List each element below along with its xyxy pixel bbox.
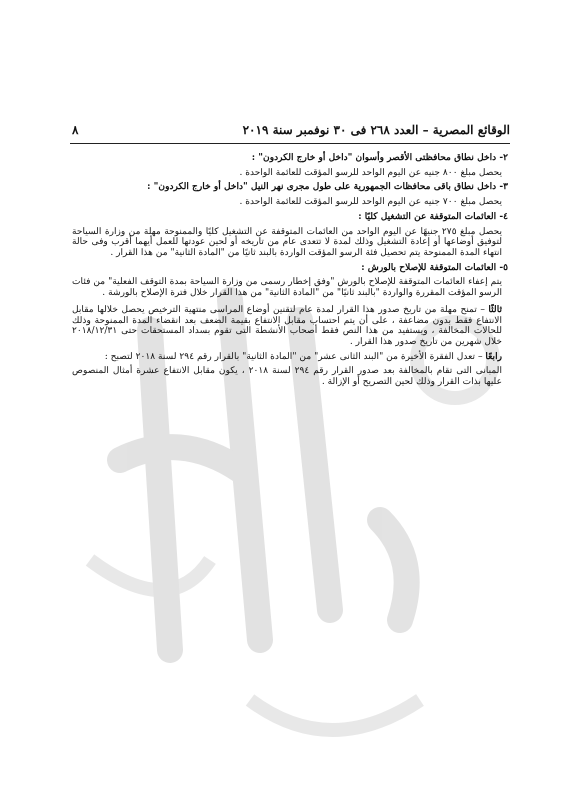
item-2-text: يحصل مبلغ ٨٠٠ جنيه عن اليوم الواحد للرسو المؤقت للعائمة الواحدة .: [239, 167, 502, 178]
clause-fourth-text: – تعدل الفقرة الأخيرة من "البند الثانى عشر" من "المادة الثانية" بالقرار رقم ٢٩٤ لسنة ٢٠١٨ لتصبح :: [104, 351, 486, 362]
item-3-text: يحصل مبلغ ٧٠٠ جنيه عن اليوم الواحد للرسو المؤقت للعائمة الواحدة .: [239, 197, 502, 208]
item-2-heading: ٢- داخل نطاق محافظتى الأقصر وأسوان "داخل أو خارج الكردون" :: [251, 152, 508, 163]
page-header: [70, 121, 510, 144]
clause-third-label: ثالثًا: [488, 304, 502, 316]
item-4-heading: ٤- العائمات المتوقفة عن التشغيل كليًا :: [358, 210, 508, 222]
amended-text: المبانى التى تقام بالمخالفة بعد صدور القرار رقم ٢٩٤ لسنة ٢٠١٨ ، يكون مقابل الانتفاع عشرة أمثال المنصوص عليها بذات القرار وذلك لحين التصريح أو الإزالة .: [72, 366, 502, 387]
item-3-heading: ٣- داخل نطاق باقى محافظات الجمهورية على طول مجرى نهر النيل "داخل أو خارج الكردون" :: [147, 181, 508, 193]
clause-third: [72, 305, 508, 347]
item-5-text: يتم إعفاء العائمات المتوقفة للإصلاح بالورش "وفق إخطار رسمى من وزارة السياحة بمدة التوقف الفعلية" من فئات الرسو المؤقت المقررة والواردة "بالبند ثانيًا" من "المادة الثانية" من هذا القرار خلال فترة الإصلاح بالورشة .: [72, 277, 502, 298]
item-4-text: يحصل مبلغ ٢٧٥ جنيهًا عن اليوم الواحد من العائمات المتوقفة عن التشغيل كليًا والممنوحة مهلة من وزارة السياحة لتوفيق أوضاعها أو إعادة التشغيل وذلك لمدة لا تتعدى عام من تاريخه أو لحين عودتها للعمل أيهما أقرب وفى حالة انتهاء المدة الممنوحة يتم تحصيل فئة الرسو المؤقت الواردة بالبند ثانيًا من "المادة الثانية" من هذا القرار .: [72, 226, 503, 258]
clause-fourth-label: رابعًا: [485, 350, 502, 362]
clause-third-text: – تمنح مهلة من تاريخ صدور هذا القرار لمدة عام لتقنين أوضاع المراسى منتهية الترخيص يحصل خلالها مقابل الانتفاع فقط بدون مضاعفة ، على أن يتم احتساب مقابل الانتفاع بقيمة الضعف بعد انقضاء المدة الممنوحة وذلك للحالات المخالفة ، ويستفيد من هذا النص فقط أصحاب الأنشطة التى تقوم بسداد المستحقات حتى ٢٠١٨/١٢/٣١ خلال شهرين من تاريخ صدور هذا القرار .: [72, 305, 502, 347]
gazette-issue-title: الوقائع المصرية – العدد ٢٦٨ فى ٣٠ نوفمبر سنة ٢٠١٩: [242, 123, 510, 137]
document-body: [72, 153, 508, 392]
page-number: ٨: [72, 123, 79, 137]
item-5-heading: ٥- العائمات المتوقفة للإصلاح بالورش :: [361, 261, 508, 273]
clause-fourth: [72, 352, 508, 363]
